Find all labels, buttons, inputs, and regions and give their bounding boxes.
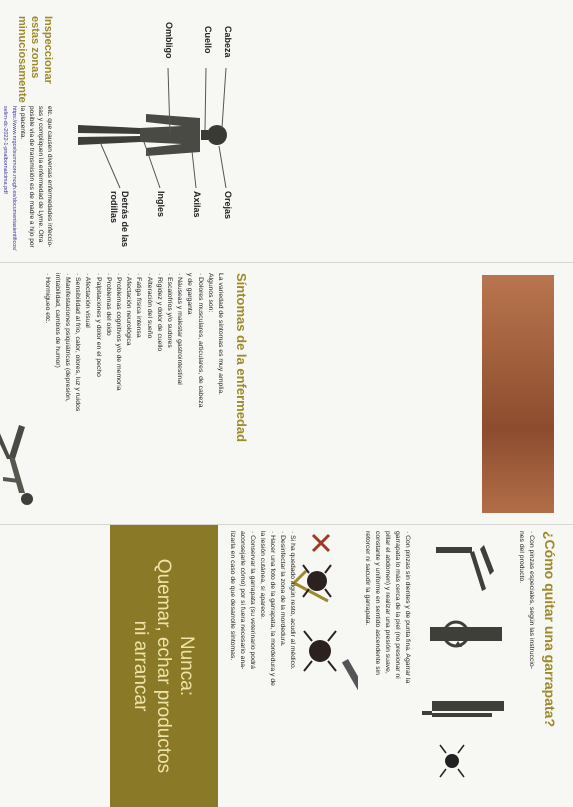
human-figure-icon — [78, 114, 227, 156]
symptom-line: · Problemas cognitivos y/o de memoria — [114, 273, 122, 391]
symptom-line: · Alteración del sueño — [145, 273, 153, 339]
removal-heading: ¿Cómo quitar una garrapata? — [542, 531, 558, 728]
right-panel — [0, 525, 573, 807]
after-removal-line: · Hacer una foto de la garrapata, la mordedura y de — [269, 531, 276, 686]
body-label-groin: Ingles — [156, 191, 166, 218]
tick-bite-photo — [482, 275, 554, 513]
source-link[interactable]: selim-dc-2022-1-pnalbornalcima.pdf — [2, 106, 8, 194]
body-label-armpits: Axilas — [192, 191, 202, 218]
tweezers-icon — [422, 701, 504, 717]
after-removal-line: la lesión cutánea, si aparece. — [259, 531, 266, 620]
body-label-navel: Ombligo — [164, 22, 174, 59]
removal-intro — [516, 531, 536, 781]
tweezers-icon — [430, 622, 502, 647]
never-line: Quemar, echar productos — [153, 558, 175, 774]
body-label-head: Cabeza — [223, 26, 233, 58]
removal-line: constante y uniforme en sentido ascendente sin — [374, 531, 381, 675]
middle-panel — [0, 263, 573, 524]
body-label-knees: Detrás de las rodillas — [109, 191, 130, 248]
removal-line: garrapata lo más cerca de la piel (no presionar ni — [394, 531, 401, 679]
source-link[interactable]: https://www.nrgcelsummore.mogh.es/documentasientificos/ — [11, 106, 17, 251]
tweezers-icon — [436, 545, 494, 591]
removal-text — [362, 531, 412, 786]
tick-icon — [440, 745, 464, 777]
symptom-line: · Hormigueo etc. — [43, 273, 51, 324]
symptom-line: · Rigidez y dolor de cuello — [155, 273, 163, 352]
symptom-line: · Fatiga física intensa — [135, 273, 143, 338]
walking-person-icon — [0, 419, 39, 509]
symptom-line: · Escalofríos y/o sudores — [165, 273, 173, 348]
after-removal-line: · Desinfectar la zona de la mordedura. — [279, 531, 286, 647]
after-removal-line: · Si ha quedado algún resto, acudir al médico. — [289, 531, 296, 670]
body-diagram — [60, 10, 250, 260]
symptom-line: · Náuseas y malestar gastrointestinal — [176, 273, 184, 385]
intro-line: etc. que causen diversas enfermedades infeccio- — [46, 106, 53, 248]
intro-text — [0, 106, 54, 254]
symptom-line: · Afectación visual — [84, 273, 92, 328]
tweezers-steps-illustration — [416, 531, 512, 781]
after-removal-line: · Conservar la garrapata (su veterinario podrá — [249, 531, 256, 669]
left-panel — [0, 0, 573, 262]
body-label-neck: Cuello — [203, 26, 213, 54]
body-label-ears: Orejas — [223, 191, 233, 220]
never-line: ni arrancar — [130, 620, 152, 712]
symptom-line: · Palpitaciones y dolor en el pecho — [94, 273, 102, 377]
symptom-line: · Afectación neurológica — [125, 273, 133, 346]
after-removal-list — [227, 531, 297, 786]
symptom-line: · Problemas del oído — [104, 273, 112, 336]
removal-line: retorcer ni sacudir la garrapata. — [364, 531, 371, 626]
zones-heading: Inspeccionar estas zonas minuciosamente — [16, 16, 54, 103]
symptoms-text — [41, 273, 225, 513]
symptom-line: · Manifestaciones psiquiátricas (depresión, — [63, 273, 71, 402]
incorrect-removal-icon — [291, 529, 335, 789]
after-removal-line: lizarla en caso de que desarrolle síntomas. — [229, 531, 236, 661]
after-removal-line: aconsejarle cómo) por si fuera necesario ana- — [239, 531, 246, 670]
removal-intro-line: nes del producto. — [518, 531, 525, 584]
never-label: Nunca: — [176, 635, 198, 697]
intro-line: sas y compliquen la enfermedad de Lyme. Otra — [37, 106, 44, 243]
symptoms-heading: Síntomas de la enfermedad — [234, 273, 249, 443]
symptom-line: · Sensibilidad al frío, calor, olores, luz y ruidos — [74, 273, 82, 412]
removal-line: · Con pinzas sin dientes y de punta fina. Agarrar la — [404, 531, 411, 684]
never-box — [110, 525, 218, 807]
symptom-line: Algunos son: — [206, 273, 214, 313]
symptom-line: · Dolores musculares, articulares, de cabeza — [196, 273, 204, 408]
removal-intro-line: · Con pinzas especiales, según las instruccio- — [528, 531, 535, 669]
symptom-line: y de garganta — [186, 273, 194, 315]
symptom-line: irritabilidad, cambios de humor) — [53, 273, 61, 368]
intro-line: posible vía de transmisión es de madre a hijo por — [28, 106, 35, 248]
symptom-line: La variedad de síntomas es muy amplia. — [217, 273, 224, 396]
removal-line: pillar el abdomen) y realizar una presión suave, — [384, 531, 391, 674]
intro-line: la placenta. — [19, 106, 26, 140]
